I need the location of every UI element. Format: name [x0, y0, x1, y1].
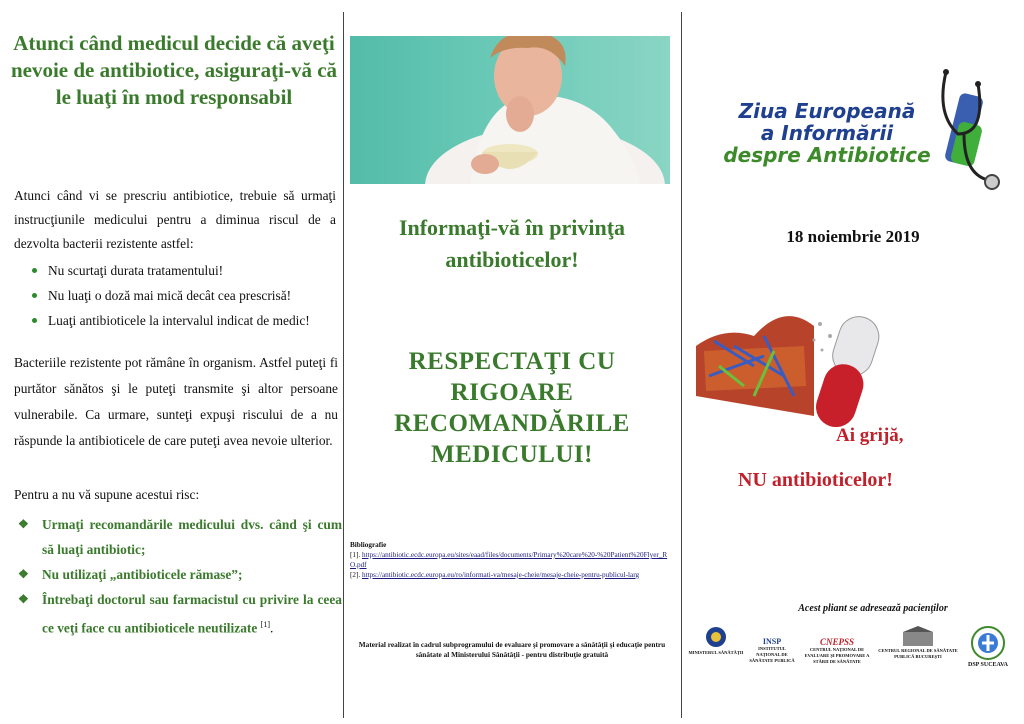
event-date: 18 noiembrie 2019: [786, 227, 920, 246]
list-item: ❖ Întrebaţi doctorul sau farmacistul cu privire la ceea ce veţi face cu antibioticele neutilizate [1].: [14, 587, 342, 640]
right-panel: [688, 0, 1018, 724]
bibliography: [350, 540, 670, 580]
partner-logo: DSP SUCEAVA: [960, 626, 1016, 668]
capsule-icon: [694, 306, 884, 442]
diamond-bullet-icon: ❖: [18, 567, 29, 581]
bibliography-link[interactable]: https://antibiotic.ecdc.europa.eu/sites/eaad/files/documents/Primary%20care%20-%20Patient%20Flyer_RO.pdf: [350, 551, 668, 569]
photo-illustration: [350, 36, 670, 184]
partner-logo: CNEPSS CENTRUL NAŢIONAL DE EVALUARE ŞI PROMOVARE A STĂRII DE SĂNĂTATE: [804, 637, 870, 664]
fold-divider-left: [343, 12, 344, 718]
resistance-paragraph: Bacteriile rezistente pot rămâne în organism. Astfel puteţi fi purtător sănătos şi le puteţi transmite şi altor persoane vulnerabile. Ca urmare, sunteţi expuşi riscului de a nu răspunde la antibioticele de care puteţi avea nevoie ulterior.: [14, 355, 338, 448]
building-icon: [901, 626, 935, 646]
list-item: Nu luaţi o doză mai mică decât cea prescrisă!: [10, 283, 338, 308]
diamond-bullet-icon: ❖: [18, 517, 29, 531]
left-heading: Atunci când medicul decide că aveţi nevoie de antibiotice, asiguraţi-vă că le luaţi în mod responsabil: [10, 31, 338, 109]
diamond-bullet-icon: ❖: [18, 592, 29, 606]
partner-logo: CENTRUL REGIONAL DE SĂNĂTATE PUBLICĂ BUCUREŞTI: [878, 626, 958, 660]
sick-woman-photo: [350, 36, 670, 184]
bibliography-title: Bibliografie: [350, 541, 387, 549]
bullet-icon: [32, 268, 37, 273]
campaign-logo: [696, 64, 1014, 196]
info-subtitle: Informaţi-vă în privinţa antibioticelor!: [398, 215, 626, 272]
partner-logo: MINISTERUL SĂNĂTĂŢII: [688, 626, 744, 656]
advice-list: [14, 512, 342, 640]
funding-note: Material realizat în cadrul subprogramului de evaluare şi promovare a sănătăţii şi educaţie pentru sănătate al Ministerului Sănătăţii - pentru distribuţie gratuită: [358, 640, 666, 659]
capsule-bacteria-image: [694, 306, 884, 442]
ministry-crest-icon: [705, 626, 727, 648]
partner-logo: INSP INSTITUTUL NAŢIONAL DE SĂNĂTATE PUBLICĂ: [749, 637, 795, 663]
list-item: Nu scurtaţi durata tratamentului!: [10, 258, 338, 283]
intro-paragraph: Atunci când vi se prescriu antibiotice, trebuie să urmaţi instrucţiunile medicului pentru a diminua riscul de a dezvolta bacterii rezistente astfel:: [14, 188, 336, 251]
middle-panel: [346, 0, 678, 724]
bibliography-entry: [1]. https://antibiotic.ecdc.europa.eu/sites/eaad/files/documents/Primary%20care%20-%20Patient%20Flyer_RO.pdf: [350, 551, 668, 569]
risk-intro: Pentru a nu vă supune acestui risc:: [14, 487, 200, 502]
reference-mark: [1]: [260, 620, 270, 629]
bullet-icon: [32, 318, 37, 323]
care-slogan-2: NU antibioticelor!: [738, 469, 893, 491]
fold-divider-right: [681, 12, 682, 718]
bibliography-entry: [2]. https://antibiotic.ecdc.europa.eu/ro/informati-va/mesaje-cheie/mesaje-cheie-pentru-publicul-larg: [350, 571, 640, 579]
bullet-icon: [32, 293, 37, 298]
care-slogan: Ai grijă,: [836, 425, 904, 446]
respect-heading: RESPECTAŢI CU RIGOARE RECOMANDĂRILE MEDICULUI!: [394, 348, 630, 468]
bibliography-link[interactable]: https://antibiotic.ecdc.europa.eu/ro/informati-va/mesaje-cheie/mesaje-cheie-pentru-publicul-larg: [361, 571, 640, 579]
dsp-emblem-icon: [971, 626, 1005, 660]
list-item: Luaţi antibioticele la intervalul indicat de medic!: [10, 308, 338, 333]
list-item: ❖ Nu utilizaţi „antibioticele rămase”;: [14, 562, 342, 587]
rules-list: [10, 258, 338, 333]
left-panel: [10, 0, 342, 724]
partner-logos: [688, 626, 1018, 686]
logo-text: Ziua Europeană a Informării despre Antibiotice: [723, 99, 931, 167]
list-item: ❖ Urmaţi recomandările medicului dvs. când şi cum să luaţi antibiotic;: [14, 512, 342, 562]
audience-note: Acest pliant se adresează pacienţilor: [798, 603, 948, 614]
